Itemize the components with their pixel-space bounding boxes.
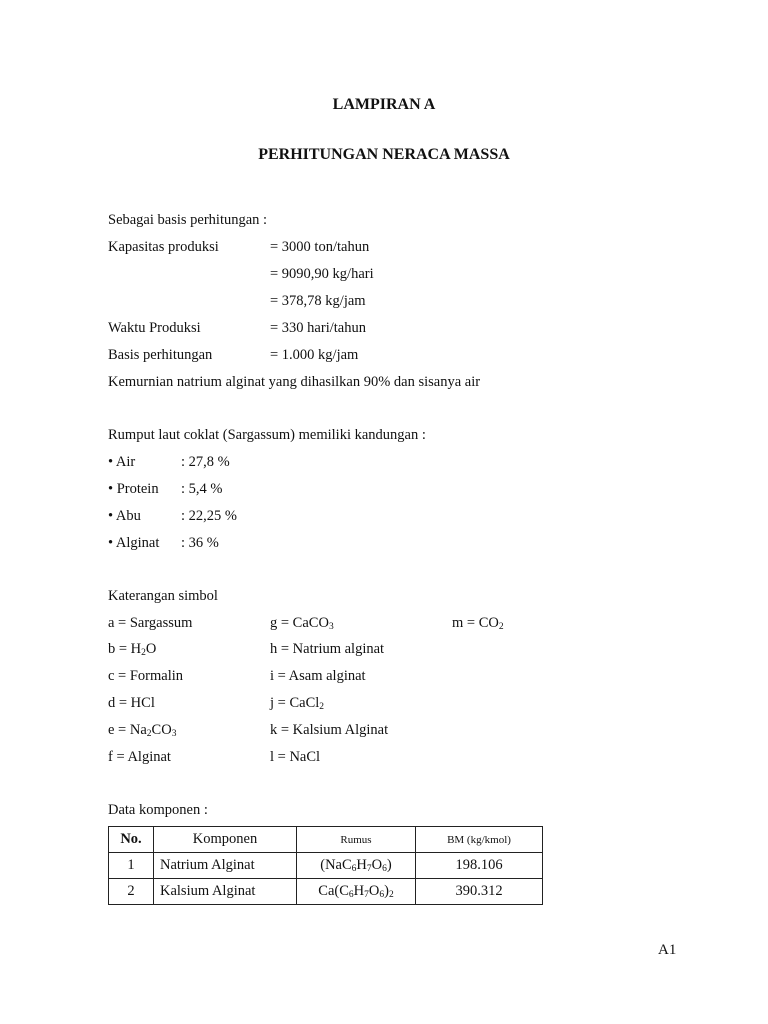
bullet-value: : 22,25 % [181,508,237,524]
page-subtitle: PERHITUNGAN NERACA MASSA [258,146,510,163]
header-komponen: Komponen [154,827,297,853]
page-title: LAMPIRAN A [332,96,436,113]
cell-no: 1 [109,853,154,879]
simbol-h: h = Natrium alginat [270,641,385,657]
kemurnian-text: Kemurnian natrium alginat yang dihasilkan 90% dan sisanya air [108,374,481,390]
table-row [109,853,543,879]
simbol-e: $e = Na_2CO_3$ [108,722,177,739]
komponen-table [108,826,543,905]
simbol-l: l = NaCl [270,749,321,765]
table-header-row [109,827,543,853]
kapasitas-label: Kapasitas produksi [108,239,219,255]
basis-value: = 1.000 kg/jam [270,347,359,363]
cell-rumus: $Ca(C_6H_7O_6)_2$ [297,879,416,905]
cell-no: 2 [109,879,154,905]
bullet-value: : 36 % [181,535,219,551]
simbol-g: g = CaCO$_3$ [270,615,334,632]
bullet-label: • Protein [108,481,159,497]
simbol-b: $b = H_2O$ [108,641,157,658]
cell-komponen: Kalsium Alginat [154,879,297,905]
table-row [109,879,543,905]
bullet-label: • Alginat [108,535,160,551]
simbol-m: $m = CO_2$ [452,615,504,632]
bullet-value: : 5,4 % [181,481,223,497]
waktu-label: Waktu Produksi [108,320,201,336]
simbol-title: Katerangan simbol [108,588,218,604]
simbol-k: k = Kalsium Alginat [270,722,389,738]
kapasitas-value-1: = 3000 ton/tahun [270,239,370,255]
komponen-intro: Data komponen : [108,802,208,818]
bullet-label: • Air [108,454,136,470]
simbol-c: c = Formalin [108,668,184,684]
rumput-intro: Rumput laut coklat (Sargassum) memiliki kandungan : [108,427,426,443]
bullet-label: • Abu [108,508,141,524]
cell-rumus: $(NaC_6H_7O_6)$ [297,853,416,879]
cell-bm: 198.106 [416,853,543,879]
simbol-f: f = Alginat [108,749,171,765]
kapasitas-value-3: = 378,78 kg/jam [270,293,366,309]
basis-label: Basis perhitungan [108,347,213,363]
waktu-value: = 330 hari/tahun [270,320,366,336]
page-number: A1 [658,942,677,958]
header-rumus: Rumus [297,827,416,853]
simbol-j: j = CaCl$_2$ [270,695,325,712]
header-no: No. [109,827,154,853]
kapasitas-value-2: = 9090,90 kg/hari [270,266,374,282]
simbol-a: a = Sargassum [108,615,193,631]
simbol-i: i = Asam alginat [270,668,366,684]
cell-bm: 390.312 [416,879,543,905]
cell-komponen: Natrium Alginat [154,853,297,879]
simbol-d: d = HCl [108,695,155,711]
header-bm: BM (kg/kmol) [416,827,543,853]
bullet-value: : 27,8 % [181,454,230,470]
basis-intro: Sebagai basis perhitungan : [108,212,268,228]
